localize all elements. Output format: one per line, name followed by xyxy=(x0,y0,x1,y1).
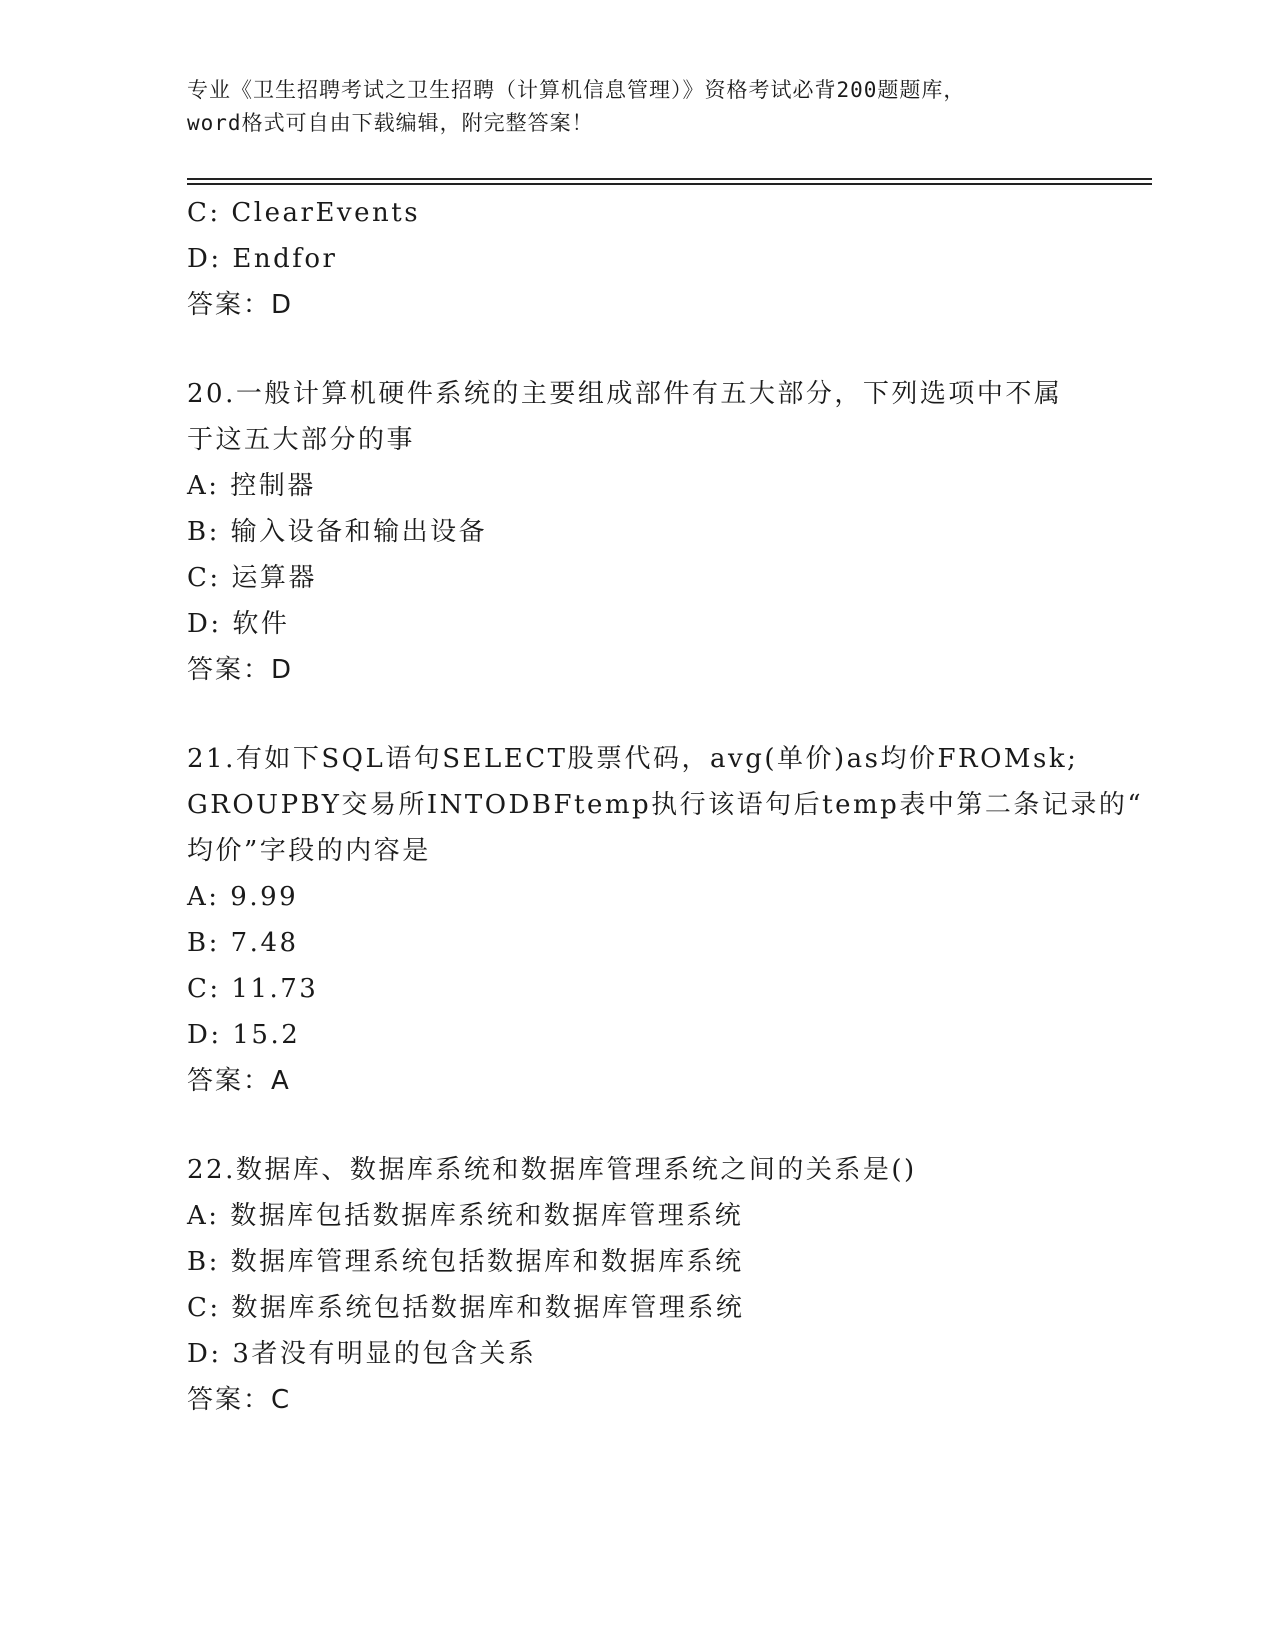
option-c: C: 数据库系统包括数据库和数据库管理系统 xyxy=(187,1293,745,1323)
answer: 答案：D xyxy=(187,655,294,685)
question-stem: 22.数据库、数据库系统和数据库管理系统之间的关系是() xyxy=(187,1155,917,1185)
question-prev xyxy=(187,190,1152,328)
answer: 答案：D xyxy=(187,290,294,320)
question-21 xyxy=(187,736,1152,1104)
question-list xyxy=(187,190,1152,1423)
option-d: D: Endfor xyxy=(187,244,338,274)
option-b: B: 输入设备和输出设备 xyxy=(187,517,488,547)
option-a: A: 9.99 xyxy=(187,882,299,912)
question-stem-cont: GROUPBY交易所INTODBFtemp执行该语句后temp表中第二条记录的“ xyxy=(187,790,1144,820)
document-header xyxy=(187,74,1087,140)
option-d: D: 3者没有明显的包含关系 xyxy=(187,1339,537,1369)
header-line-1: 专业《卫生招聘考试之卫生招聘（计算机信息管理）》资格考试必背200题题库， xyxy=(187,78,966,102)
header-line-2: word格式可自由下载编辑，附完整答案！ xyxy=(187,111,594,135)
option-d: D: 软件 xyxy=(187,609,290,639)
option-a: A: 数据库包括数据库系统和数据库管理系统 xyxy=(187,1201,744,1231)
question-stem: 21.有如下SQL语句SELECT股票代码，avg(单价)as均价FROMsk; xyxy=(187,744,1079,774)
option-c: C: ClearEvents xyxy=(187,198,421,228)
header-divider-bottom xyxy=(187,183,1152,185)
option-c: C: 运算器 xyxy=(187,563,317,593)
question-20 xyxy=(187,371,1152,693)
question-stem: 20.一般计算机硬件系统的主要组成部件有五大部分，下列选项中不属 xyxy=(187,379,1063,409)
answer: 答案：A xyxy=(187,1066,291,1096)
answer: 答案：C xyxy=(187,1385,292,1415)
option-c: C: 11.73 xyxy=(187,974,319,1004)
option-b: B: 7.48 xyxy=(187,928,299,958)
question-stem-cont: 于这五大部分的事 xyxy=(187,425,416,455)
header-divider-top xyxy=(187,178,1152,180)
option-b: B: 数据库管理系统包括数据库和数据库系统 xyxy=(187,1247,744,1277)
option-d: D: 15.2 xyxy=(187,1020,301,1050)
question-stem-cont: 均价”字段的内容是 xyxy=(187,836,431,866)
question-22 xyxy=(187,1147,1152,1423)
option-a: A: 控制器 xyxy=(187,471,316,501)
